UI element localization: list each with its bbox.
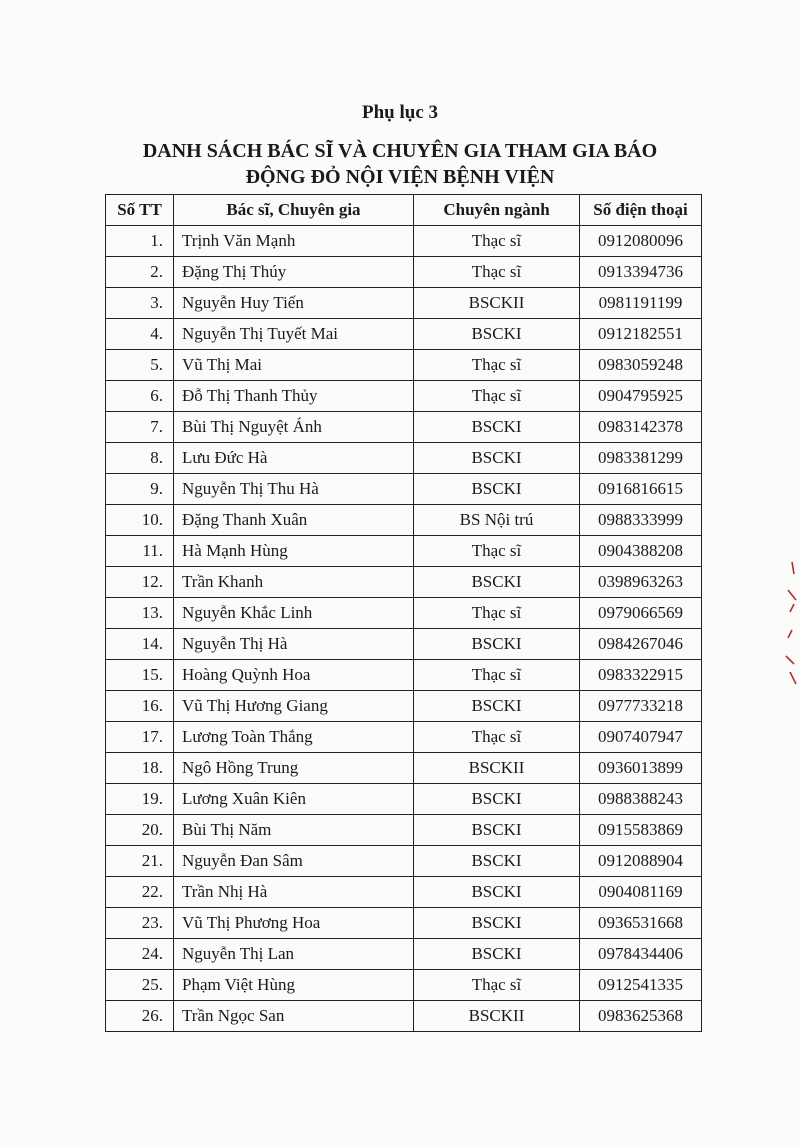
- margin-scan-marks: [782, 560, 800, 690]
- row-number: 23.: [106, 908, 174, 939]
- table-row: [106, 1001, 702, 1032]
- specialty: Thạc sĩ: [414, 660, 580, 691]
- doctor-name: Trịnh Văn Mạnh: [174, 226, 414, 257]
- table-row: [106, 412, 702, 443]
- specialty: BSCKI: [414, 319, 580, 350]
- table-row: [106, 815, 702, 846]
- doctor-name: Nguyễn Thị Thu Hà: [174, 474, 414, 505]
- row-number: 1.: [106, 226, 174, 257]
- phone-number: 0916816615: [580, 474, 702, 505]
- specialty: Thạc sĩ: [414, 722, 580, 753]
- doctor-name: Vũ Thị Phương Hoa: [174, 908, 414, 939]
- table-row: [106, 753, 702, 784]
- table-row: [106, 443, 702, 474]
- table-row: [106, 877, 702, 908]
- table-row: [106, 381, 702, 412]
- doctor-table: [105, 194, 702, 1032]
- phone-number: 0936531668: [580, 908, 702, 939]
- table-row: [106, 536, 702, 567]
- table-row: [106, 505, 702, 536]
- header-stt: Số TT: [106, 195, 174, 226]
- phone-number: 0398963263: [580, 567, 702, 598]
- doctor-name: Trần Ngọc San: [174, 1001, 414, 1032]
- row-number: 26.: [106, 1001, 174, 1032]
- doctor-name: Lưu Đức Hà: [174, 443, 414, 474]
- doctor-name: Nguyễn Đan Sâm: [174, 846, 414, 877]
- phone-number: 0912080096: [580, 226, 702, 257]
- doctor-name: Đặng Thị Thúy: [174, 257, 414, 288]
- doctor-name: Lương Xuân Kiên: [174, 784, 414, 815]
- specialty: Thạc sĩ: [414, 226, 580, 257]
- specialty: BSCKI: [414, 846, 580, 877]
- table-row: [106, 319, 702, 350]
- table-header-row: [106, 195, 702, 226]
- row-number: 10.: [106, 505, 174, 536]
- table-row: [106, 908, 702, 939]
- table-row: [106, 257, 702, 288]
- doctor-name: Bùi Thị Nguyệt Ánh: [174, 412, 414, 443]
- table-row: [106, 474, 702, 505]
- row-number: 21.: [106, 846, 174, 877]
- phone-number: 0912541335: [580, 970, 702, 1001]
- phone-number: 0981191199: [580, 288, 702, 319]
- phone-number: 0904081169: [580, 877, 702, 908]
- doctor-name: Ngô Hồng Trung: [174, 753, 414, 784]
- table-row: [106, 567, 702, 598]
- table-row: [106, 939, 702, 970]
- row-number: 12.: [106, 567, 174, 598]
- row-number: 3.: [106, 288, 174, 319]
- doctor-name: Trần Nhị Hà: [174, 877, 414, 908]
- table-row: [106, 226, 702, 257]
- doctor-name: Bùi Thị Năm: [174, 815, 414, 846]
- specialty: Thạc sĩ: [414, 257, 580, 288]
- table-row: [106, 722, 702, 753]
- specialty: BSCKI: [414, 474, 580, 505]
- table-row: [106, 970, 702, 1001]
- doctor-name: Nguyễn Huy Tiến: [174, 288, 414, 319]
- row-number: 8.: [106, 443, 174, 474]
- specialty: BSCKI: [414, 784, 580, 815]
- phone-number: 0988333999: [580, 505, 702, 536]
- phone-number: 0915583869: [580, 815, 702, 846]
- phone-number: 0983625368: [580, 1001, 702, 1032]
- row-number: 18.: [106, 753, 174, 784]
- phone-number: 0978434406: [580, 939, 702, 970]
- specialty: BSCKI: [414, 877, 580, 908]
- table-row: [106, 691, 702, 722]
- row-number: 7.: [106, 412, 174, 443]
- header-name: Bác sĩ, Chuyên gia: [174, 195, 414, 226]
- row-number: 15.: [106, 660, 174, 691]
- phone-number: 0907407947: [580, 722, 702, 753]
- header-specialty: Chuyên ngành: [414, 195, 580, 226]
- phone-number: 0984267046: [580, 629, 702, 660]
- row-number: 22.: [106, 877, 174, 908]
- specialty: BSCKI: [414, 691, 580, 722]
- specialty: Thạc sĩ: [414, 381, 580, 412]
- doctor-name: Nguyễn Khắc Linh: [174, 598, 414, 629]
- doctor-name: Lương Toàn Thắng: [174, 722, 414, 753]
- row-number: 13.: [106, 598, 174, 629]
- doctor-name: Phạm Việt Hùng: [174, 970, 414, 1001]
- doctor-name: Vũ Thị Mai: [174, 350, 414, 381]
- row-number: 9.: [106, 474, 174, 505]
- row-number: 16.: [106, 691, 174, 722]
- doctor-name: Hoàng Quỳnh Hoa: [174, 660, 414, 691]
- doctor-name: Trần Khanh: [174, 567, 414, 598]
- row-number: 4.: [106, 319, 174, 350]
- specialty: BSCKI: [414, 939, 580, 970]
- phone-number: 0983059248: [580, 350, 702, 381]
- table-row: [106, 350, 702, 381]
- row-number: 17.: [106, 722, 174, 753]
- row-number: 5.: [106, 350, 174, 381]
- table-row: [106, 846, 702, 877]
- phone-number: 0912182551: [580, 319, 702, 350]
- document-title: [0, 138, 800, 190]
- table-row: [106, 660, 702, 691]
- row-number: 25.: [106, 970, 174, 1001]
- phone-number: 0936013899: [580, 753, 702, 784]
- doctor-name: Hà Mạnh Hùng: [174, 536, 414, 567]
- phone-number: 0904388208: [580, 536, 702, 567]
- specialty: BSCKI: [414, 567, 580, 598]
- row-number: 24.: [106, 939, 174, 970]
- row-number: 19.: [106, 784, 174, 815]
- specialty: BSCKI: [414, 815, 580, 846]
- table-row: [106, 629, 702, 660]
- row-number: 20.: [106, 815, 174, 846]
- specialty: Thạc sĩ: [414, 536, 580, 567]
- phone-number: 0977733218: [580, 691, 702, 722]
- specialty: Thạc sĩ: [414, 598, 580, 629]
- specialty: Thạc sĩ: [414, 350, 580, 381]
- specialty: BS Nội trú: [414, 505, 580, 536]
- phone-number: 0912088904: [580, 846, 702, 877]
- row-number: 2.: [106, 257, 174, 288]
- table-row: [106, 598, 702, 629]
- specialty: BSCKII: [414, 288, 580, 319]
- phone-number: 0979066569: [580, 598, 702, 629]
- doctor-name: Nguyễn Thị Hà: [174, 629, 414, 660]
- doctor-name: Đặng Thanh Xuân: [174, 505, 414, 536]
- phone-number: 0913394736: [580, 257, 702, 288]
- table-row: [106, 784, 702, 815]
- row-number: 6.: [106, 381, 174, 412]
- title-line-1: DANH SÁCH BÁC SĨ VÀ CHUYÊN GIA THAM GIA BÁO: [142, 140, 658, 162]
- title-line-2: ĐỘNG ĐỎ NỘI VIỆN BỆNH VIỆN: [245, 166, 555, 188]
- phone-number: 0983322915: [580, 660, 702, 691]
- specialty: BSCKI: [414, 412, 580, 443]
- row-number: 11.: [106, 536, 174, 567]
- specialty: BSCKI: [414, 443, 580, 474]
- specialty: BSCKII: [414, 1001, 580, 1032]
- specialty: BSCKI: [414, 908, 580, 939]
- specialty: BSCKII: [414, 753, 580, 784]
- doctor-name: Nguyễn Thị Tuyết Mai: [174, 319, 414, 350]
- doctor-name: Nguyễn Thị Lan: [174, 939, 414, 970]
- phone-number: 0904795925: [580, 381, 702, 412]
- doctor-name: Đỗ Thị Thanh Thủy: [174, 381, 414, 412]
- appendix-label: Phụ lục 3: [361, 102, 439, 123]
- phone-number: 0983142378: [580, 412, 702, 443]
- table-row: [106, 288, 702, 319]
- specialty: BSCKI: [414, 629, 580, 660]
- phone-number: 0988388243: [580, 784, 702, 815]
- doctor-name: Vũ Thị Hương Giang: [174, 691, 414, 722]
- row-number: 14.: [106, 629, 174, 660]
- header-phone: Số điện thoại: [580, 195, 702, 226]
- phone-number: 0983381299: [580, 443, 702, 474]
- specialty: Thạc sĩ: [414, 970, 580, 1001]
